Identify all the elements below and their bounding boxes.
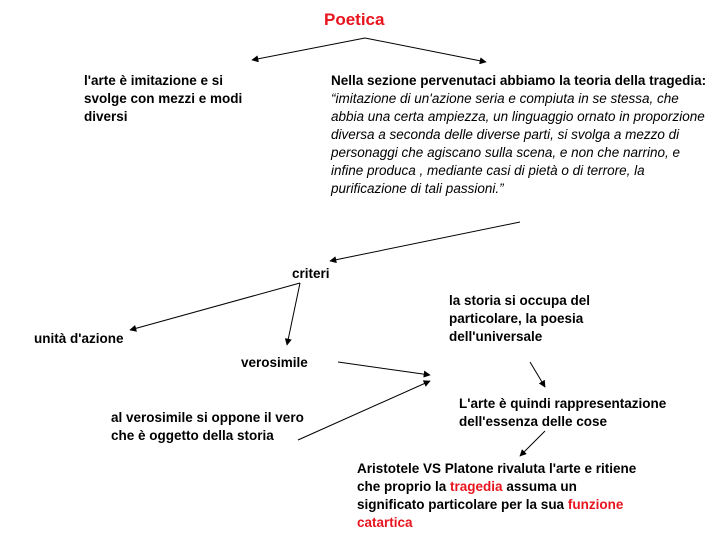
node-teoria-tragedia (331, 72, 713, 198)
node-arte-rappresentazione: L'arte è quindi rappresentazione dell'essenza delle cose (459, 396, 667, 429)
arrow-storia-to-rappresentazione (530, 362, 545, 387)
aristotele-text-b: assuma un significato particolare per la sua (357, 479, 577, 512)
aristotele-text-a: Aristotele VS Platone rivaluta l'arte e ritiene che proprio la (357, 461, 637, 494)
node-aristotele-platone (357, 460, 647, 532)
arrow-poetica-to-arte (252, 38, 365, 60)
arrow-opposto-to-storia (298, 381, 430, 440)
node-storia-poesia: la storia si occupa del particolare, la poesia dell'universale (449, 293, 591, 344)
arrow-poetica-to-tragedia (365, 38, 486, 62)
arrow-verosimile-to-storia (338, 362, 430, 375)
arrow-tragedia-to-criteri (330, 222, 520, 261)
tragedia-definition-quote: “imitazione di un'azione seria e compiuta in se stessa, che abbia una certa ampiezza, un linguaggio ornato in proporzione diversa a seconda delle diverse parti, si svolga a mezzo di personaggi che agiscano sulla scena, e non che narrino, e infine produca , mediante casi di pietà o di terrore, la purificazione di tali passioni.” (331, 91, 705, 196)
tragedia-highlight: tragedia (450, 479, 503, 494)
node-verosimile-opposto: al verosimile si oppone il vero che è oggetto della storia (111, 410, 304, 443)
node-unita-azione: unità d'azione (34, 331, 124, 346)
node-arte-imitazione: l'arte è imitazione e si svolge con mezzi e modi diversi (84, 73, 243, 124)
funzione-catartica-highlight: funzione catartica (357, 497, 624, 530)
arrow-criteri-to-unita (130, 283, 300, 330)
tragedia-intro-text: Nella sezione pervenutaci abbiamo la teoria della tragedia: (331, 73, 707, 88)
arrow-rappresentazione-to-aristotele (520, 431, 545, 456)
node-criteri: criteri (292, 266, 330, 281)
node-verosimile: verosimile (241, 355, 308, 370)
arrow-criteri-to-verosimile (287, 283, 300, 345)
diagram-title: Poetica (324, 10, 385, 29)
